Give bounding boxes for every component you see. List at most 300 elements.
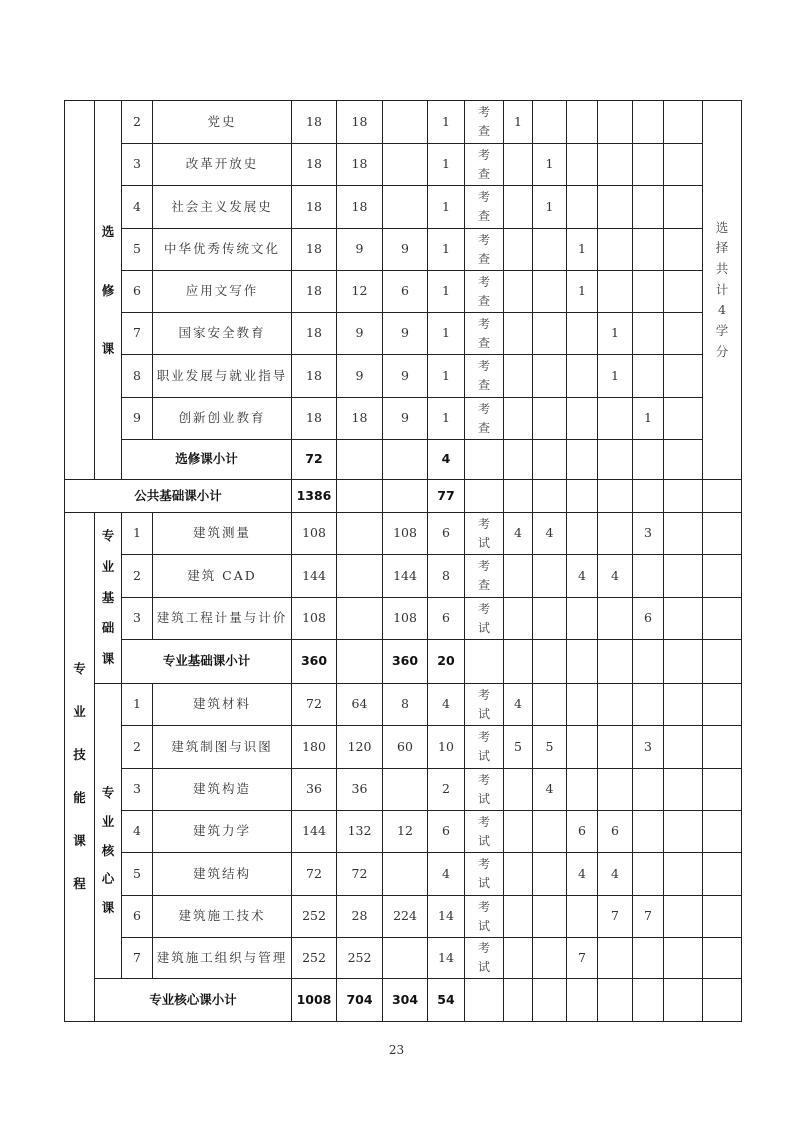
empty-cell	[465, 440, 504, 480]
course-name: 社会主义发展史	[153, 186, 292, 229]
empty-cell	[633, 480, 664, 513]
empty-cell	[598, 480, 633, 513]
course-number: 1	[122, 513, 153, 555]
empty-cell	[598, 640, 633, 684]
assessment-char: 考	[477, 232, 490, 247]
assessment-char: 考	[477, 559, 490, 574]
core-subtotal-label: 专业核心课小计	[95, 979, 292, 1022]
term-hours	[504, 229, 533, 271]
course-number: 9	[122, 398, 153, 440]
total-hours: 18	[292, 398, 337, 440]
term-hours	[504, 938, 533, 979]
term-hours	[664, 313, 703, 355]
empty-cell	[465, 640, 504, 684]
term-hours: 1	[504, 101, 533, 144]
table-row	[65, 101, 742, 144]
theory-hours: 36	[337, 769, 383, 811]
term-hours	[633, 853, 664, 896]
term-hours	[633, 313, 664, 355]
assessment-char: 试	[477, 620, 490, 635]
course-number: 7	[122, 313, 153, 355]
course-name: 建筑构造	[153, 769, 292, 811]
theory-hours: 120	[337, 726, 383, 769]
empty-cell	[567, 440, 598, 480]
term-hours: 3	[633, 726, 664, 769]
term-hours	[598, 726, 633, 769]
course-name: 建筑材料	[153, 684, 292, 726]
term-hours	[633, 355, 664, 398]
empty-cell	[533, 979, 567, 1022]
assessment-type	[465, 555, 504, 598]
theory-hours: 28	[337, 896, 383, 938]
table-row	[65, 555, 742, 598]
empty-cell	[703, 896, 742, 938]
empty-cell	[533, 480, 567, 513]
term-hours	[598, 271, 633, 313]
category-char: 课	[101, 651, 115, 667]
course-name: 建筑测量	[153, 513, 292, 555]
empty-cell	[465, 979, 504, 1022]
table-row	[65, 896, 742, 938]
course-name: 建筑施工技术	[153, 896, 292, 938]
course-number: 5	[122, 853, 153, 896]
term-hours	[664, 271, 703, 313]
term-hours: 7	[598, 896, 633, 938]
empty-cell	[598, 979, 633, 1022]
assessment-char: 考	[477, 941, 490, 956]
course-name: 建筑制图与识图	[153, 726, 292, 769]
course-number: 2	[122, 555, 153, 598]
theory-hours: 9	[337, 229, 383, 271]
term-hours: 5	[504, 726, 533, 769]
term-hours	[598, 513, 633, 555]
credits: 14	[428, 938, 465, 979]
total-hours: 72	[292, 853, 337, 896]
assessment-type	[465, 186, 504, 229]
course-name: 应用文写作	[153, 271, 292, 313]
practice-hours: 9	[383, 398, 428, 440]
credits: 8	[428, 555, 465, 598]
term-hours: 5	[533, 726, 567, 769]
term-hours	[633, 101, 664, 144]
term-hours	[533, 355, 567, 398]
empty-cell	[703, 598, 742, 640]
table-row	[65, 853, 742, 896]
term-hours	[567, 769, 598, 811]
foundation-subtotal-practice: 360	[383, 640, 428, 684]
course-name: 建筑施工组织与管理	[153, 938, 292, 979]
term-hours	[664, 726, 703, 769]
category-char: 心	[101, 871, 115, 887]
course-name: 职业发展与就业指导	[153, 355, 292, 398]
empty-cell	[703, 640, 742, 684]
theory-hours: 12	[337, 271, 383, 313]
assessment-char: 查	[477, 209, 490, 223]
assessment-type	[465, 101, 504, 144]
course-name: 改革开放史	[153, 144, 292, 186]
public-subtotal-total: 1386	[292, 480, 337, 513]
assessment-char: 考	[477, 814, 490, 829]
total-hours: 252	[292, 938, 337, 979]
course-number: 6	[122, 271, 153, 313]
assessment-type	[465, 726, 504, 769]
term-hours	[633, 769, 664, 811]
empty-cell	[533, 440, 567, 480]
assessment-char: 试	[477, 535, 490, 550]
assessment-type	[465, 355, 504, 398]
empty-cell	[664, 640, 703, 684]
term-hours: 7	[633, 896, 664, 938]
foundation-subtotal-label: 专业基础课小计	[122, 640, 292, 684]
note-char: 学	[715, 322, 729, 338]
foundation-subtotal-credit: 20	[428, 640, 465, 684]
practice-hours: 9	[383, 313, 428, 355]
empty-cell	[703, 769, 742, 811]
assessment-char: 考	[477, 190, 490, 205]
category-char: 基	[101, 589, 115, 605]
elective-subtotal-credit: 4	[428, 440, 465, 480]
core-category-label	[95, 684, 122, 979]
category-char: 选	[101, 223, 115, 239]
credits: 1	[428, 355, 465, 398]
term-hours: 1	[633, 398, 664, 440]
assessment-char: 考	[477, 401, 490, 416]
practice-hours: 144	[383, 555, 428, 598]
theory-hours: 64	[337, 684, 383, 726]
credits: 1	[428, 313, 465, 355]
assessment-char: 考	[477, 147, 490, 162]
practice-hours: 9	[383, 229, 428, 271]
elective-subtotal-total: 72	[292, 440, 337, 480]
assessment-type	[465, 769, 504, 811]
theory-hours: 9	[337, 313, 383, 355]
assessment-type	[465, 513, 504, 555]
credits: 6	[428, 598, 465, 640]
empty-cell	[703, 811, 742, 853]
foundation-subtotal-theory	[337, 640, 383, 684]
term-hours: 4	[567, 853, 598, 896]
term-hours	[633, 229, 664, 271]
category-char: 课	[101, 900, 115, 916]
empty-cell	[567, 480, 598, 513]
empty-cell	[703, 938, 742, 979]
term-hours: 4	[504, 513, 533, 555]
term-hours	[598, 186, 633, 229]
theory-hours: 18	[337, 186, 383, 229]
theory-hours: 9	[337, 355, 383, 398]
course-name: 国家安全教育	[153, 313, 292, 355]
empty-cell	[633, 979, 664, 1022]
total-hours: 36	[292, 769, 337, 811]
theory-hours: 132	[337, 811, 383, 853]
assessment-char: 考	[477, 274, 490, 289]
elective-note	[703, 101, 742, 480]
course-number: 3	[122, 144, 153, 186]
assessment-char: 试	[477, 749, 490, 763]
course-number: 1	[122, 684, 153, 726]
page-number: 23	[388, 1043, 405, 1057]
total-hours: 18	[292, 229, 337, 271]
assessment-char: 考	[477, 687, 490, 702]
assessment-char: 试	[477, 876, 490, 890]
course-name: 中华优秀传统文化	[153, 229, 292, 271]
term-hours	[567, 513, 598, 555]
term-hours: 1	[567, 271, 598, 313]
term-hours: 1	[533, 144, 567, 186]
term-hours	[504, 769, 533, 811]
credits: 6	[428, 811, 465, 853]
public-subtotal-practice	[383, 480, 428, 513]
assessment-char: 考	[477, 359, 490, 374]
practice-hours: 108	[383, 598, 428, 640]
empty-cell	[703, 480, 742, 513]
credits: 6	[428, 513, 465, 555]
total-hours: 18	[292, 271, 337, 313]
practice-hours	[383, 144, 428, 186]
term-hours: 6	[633, 598, 664, 640]
course-number: 3	[122, 769, 153, 811]
foundation-subtotal-row	[65, 640, 742, 684]
note-char: 择	[715, 240, 729, 256]
category-char: 课	[73, 832, 86, 848]
credits: 1	[428, 271, 465, 313]
total-hours: 18	[292, 186, 337, 229]
credits: 4	[428, 684, 465, 726]
term-hours	[504, 555, 533, 598]
table-row	[65, 684, 742, 726]
term-hours	[664, 598, 703, 640]
term-hours	[567, 144, 598, 186]
empty-cell	[703, 555, 742, 598]
elective-subtotal-practice	[383, 440, 428, 480]
term-hours	[504, 355, 533, 398]
course-number: 7	[122, 938, 153, 979]
total-hours: 180	[292, 726, 337, 769]
term-hours	[598, 938, 633, 979]
table-row	[65, 938, 742, 979]
term-hours	[533, 853, 567, 896]
credits: 1	[428, 398, 465, 440]
assessment-type	[465, 271, 504, 313]
course-number: 8	[122, 355, 153, 398]
theory-hours: 72	[337, 853, 383, 896]
term-hours	[504, 186, 533, 229]
foundation-category-label	[95, 513, 122, 684]
term-hours	[533, 313, 567, 355]
term-hours: 3	[633, 513, 664, 555]
term-hours	[598, 101, 633, 144]
empty-cell	[703, 853, 742, 896]
table-row	[65, 769, 742, 811]
total-hours: 144	[292, 555, 337, 598]
empty-cell	[703, 979, 742, 1022]
table-row	[65, 271, 742, 313]
table-row	[65, 355, 742, 398]
term-hours: 1	[567, 229, 598, 271]
note-char: 选	[715, 219, 729, 235]
term-hours: 1	[598, 313, 633, 355]
assessment-char: 查	[477, 124, 490, 138]
term-hours	[664, 811, 703, 853]
empty-cell	[504, 440, 533, 480]
total-hours: 108	[292, 513, 337, 555]
assessment-type	[465, 313, 504, 355]
assessment-char: 试	[477, 960, 490, 974]
empty-cell	[664, 979, 703, 1022]
term-hours	[633, 271, 664, 313]
theory-hours: 18	[337, 144, 383, 186]
practice-hours: 9	[383, 355, 428, 398]
term-hours	[533, 271, 567, 313]
practice-hours	[383, 853, 428, 896]
theory-hours	[337, 555, 383, 598]
assessment-char: 考	[477, 601, 490, 616]
assessment-type	[465, 598, 504, 640]
term-hours	[598, 144, 633, 186]
total-hours: 18	[292, 313, 337, 355]
term-hours	[533, 229, 567, 271]
assessment-char: 考	[477, 105, 490, 120]
empty-cell	[703, 684, 742, 726]
table-row	[65, 186, 742, 229]
public-subtotal-credit: 77	[428, 480, 465, 513]
credits: 4	[428, 853, 465, 896]
practice-hours	[383, 101, 428, 144]
practice-hours: 108	[383, 513, 428, 555]
category-char: 业	[73, 704, 86, 720]
note-char: 分	[715, 343, 729, 359]
term-hours	[533, 398, 567, 440]
term-hours	[533, 684, 567, 726]
total-hours: 252	[292, 896, 337, 938]
practice-hours: 6	[383, 271, 428, 313]
term-hours	[664, 101, 703, 144]
term-hours	[567, 186, 598, 229]
term-hours	[567, 398, 598, 440]
category-char: 修	[101, 282, 115, 298]
credits: 2	[428, 769, 465, 811]
assessment-char: 查	[477, 251, 490, 266]
assessment-char: 试	[477, 791, 490, 806]
assessment-type	[465, 684, 504, 726]
table-row	[65, 144, 742, 186]
credits: 1	[428, 101, 465, 144]
total-hours: 144	[292, 811, 337, 853]
assessment-type	[465, 144, 504, 186]
term-hours	[664, 229, 703, 271]
course-name: 党史	[153, 101, 292, 144]
term-hours	[633, 144, 664, 186]
term-hours: 6	[598, 811, 633, 853]
empty-cell	[633, 440, 664, 480]
term-hours	[633, 811, 664, 853]
theory-hours: 252	[337, 938, 383, 979]
assessment-char: 考	[477, 316, 490, 331]
practice-hours: 60	[383, 726, 428, 769]
term-hours	[567, 896, 598, 938]
public-subtotal-row	[65, 480, 742, 513]
term-hours: 4	[533, 769, 567, 811]
note-char: 计	[715, 281, 729, 297]
term-hours: 4	[504, 684, 533, 726]
empty-cell	[703, 513, 742, 555]
term-hours	[598, 684, 633, 726]
assessment-char: 考	[477, 516, 490, 531]
credits: 10	[428, 726, 465, 769]
course-number: 5	[122, 229, 153, 271]
assessment-char: 查	[477, 420, 490, 435]
term-hours	[504, 271, 533, 313]
term-hours	[633, 186, 664, 229]
practice-hours: 12	[383, 811, 428, 853]
empty-cell	[633, 640, 664, 684]
blank-category-cell	[65, 101, 95, 480]
public-subtotal-label: 公共基础课小计	[65, 480, 292, 513]
course-number: 3	[122, 598, 153, 640]
empty-cell	[504, 480, 533, 513]
term-hours: 4	[567, 555, 598, 598]
assessment-char: 考	[477, 730, 490, 745]
term-hours	[598, 398, 633, 440]
term-hours	[664, 398, 703, 440]
table-row	[65, 398, 742, 440]
term-hours	[567, 313, 598, 355]
category-char: 专	[101, 527, 115, 543]
credits: 1	[428, 144, 465, 186]
curriculum-table	[64, 100, 742, 1022]
table-row	[65, 313, 742, 355]
public-subtotal-theory	[337, 480, 383, 513]
total-hours: 108	[292, 598, 337, 640]
theory-hours: 18	[337, 398, 383, 440]
assessment-type	[465, 853, 504, 896]
total-hours: 18	[292, 101, 337, 144]
category-char: 程	[73, 875, 86, 891]
credits: 1	[428, 186, 465, 229]
assessment-char: 查	[477, 335, 490, 350]
assessment-char: 查	[477, 578, 490, 592]
category-char: 专	[73, 661, 86, 677]
table-row	[65, 726, 742, 769]
total-hours: 18	[292, 144, 337, 186]
category-char: 础	[101, 620, 115, 636]
assessment-type	[465, 229, 504, 271]
term-hours	[664, 144, 703, 186]
credits: 1	[428, 229, 465, 271]
elective-subtotal-row	[65, 440, 742, 480]
practice-hours	[383, 769, 428, 811]
empty-cell	[465, 480, 504, 513]
term-hours: 4	[598, 853, 633, 896]
assessment-char: 查	[477, 293, 490, 308]
term-hours: 7	[567, 938, 598, 979]
assessment-char: 试	[477, 706, 490, 721]
core-subtotal-total: 1008	[292, 979, 337, 1022]
term-hours	[567, 355, 598, 398]
term-hours: 1	[533, 186, 567, 229]
course-number: 4	[122, 186, 153, 229]
empty-cell	[504, 640, 533, 684]
course-number: 2	[122, 101, 153, 144]
term-hours	[664, 853, 703, 896]
empty-cell	[533, 640, 567, 684]
core-subtotal-theory: 704	[337, 979, 383, 1022]
empty-cell	[703, 726, 742, 769]
core-subtotal-practice: 304	[383, 979, 428, 1022]
practice-hours	[383, 938, 428, 979]
course-name: 创新创业教育	[153, 398, 292, 440]
assessment-char: 试	[477, 918, 490, 933]
